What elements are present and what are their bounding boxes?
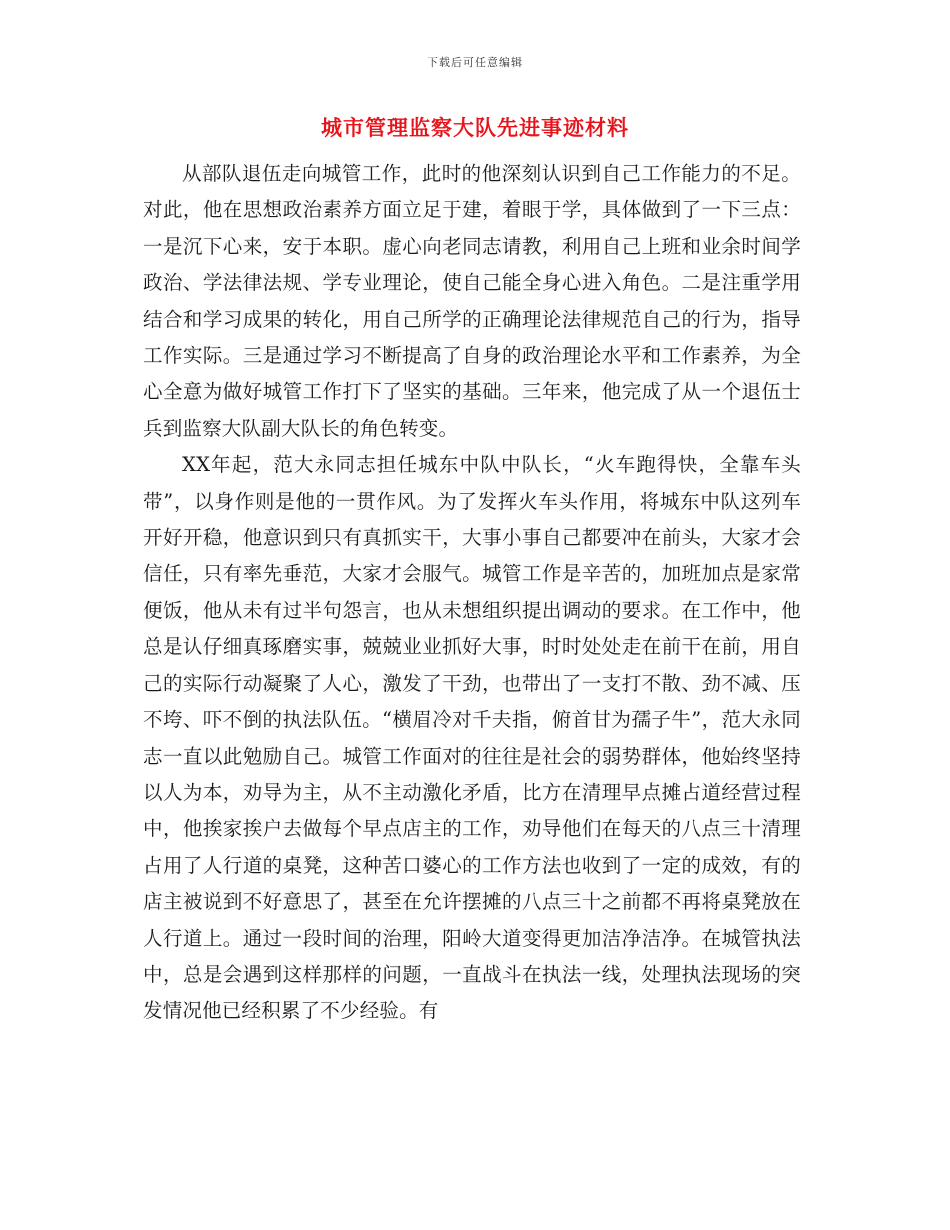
body-paragraph-2: XX年起，范大永同志担任城东中队中队长，“火车跑得快，全靠车头带”，以身作则是他的一贯作风。为了发挥火车头作用，将城东中队这列车开好开稳，他意识到只有真抓实干，大事小事自己都要冲在前头，大家才会信任，只有率先垂范，大家才会服气。城管工作是辛苦的，加班加点是家常便饭，他从未有过半句怨言，也从未想组织提出调动的要求。在工作中，他总是认仔细真琢磨实事，兢兢业业抓好大事，时时处处走在前干在前，用自己的实际行动凝聚了人心，激发了干劲，也带出了一支打不散、劲不减、压不垮、吓不倒的执法队伍。“横眉冷对千夫指，俯首甘为孺子牛”，范大永同志一直以此勉励自己。城管工作面对的往往是社会的弱势群体，他始终坚持以人为本，劝导为主，从不主动激化矛盾，比方在清理早点摊占道经营过程中，他挨家挨户去做每个早点店主的工作，劝导他们在每天的八点三十清理占用了人行道的桌凳，这种苦口婆心的工作方法也收到了一定的成效，有的店主被说到不好意思了，甚至在允许摆摊的八点三十之前都不再将桌凳放在人行道上。通过一段时间的治理，阳岭大道变得更加洁净洁净。在城管执法中，总是会遇到这样那样的问题，一直战斗在执法一线，处理执法现场的突发情况他已经积累了不少经验。有 (143, 453, 801, 1023)
body-paragraph-1: 从部队退伍走向城管工作，此时的他深刻认识到自己工作能力的不足。对此，他在思想政治素养方面立足于建，着眼于学，具体做到了一下三点：一是沉下心来，安于本职。虚心向老同志请教，利用自己上班和业余时间学政治、学法律法规、学专业理论，使自己能全身心进入角色。二是注重学用结合和学习成果的转化，用自己所学的正确理论法律规范自己的行为，指导工作实际。三是通过学习不断提高了自身的政治理论水平和工作素养，为全心全意为做好城管工作打下了坚实的基础。三年来，他完成了从一个退伍士兵到监察大队副大队长的角色转变。 (143, 162, 801, 440)
document-title: 城市管理监察大队先进事迹材料 (321, 115, 629, 140)
page-header-note: 下载后可任意编辑 (427, 56, 523, 69)
document-body (143, 156, 801, 1030)
